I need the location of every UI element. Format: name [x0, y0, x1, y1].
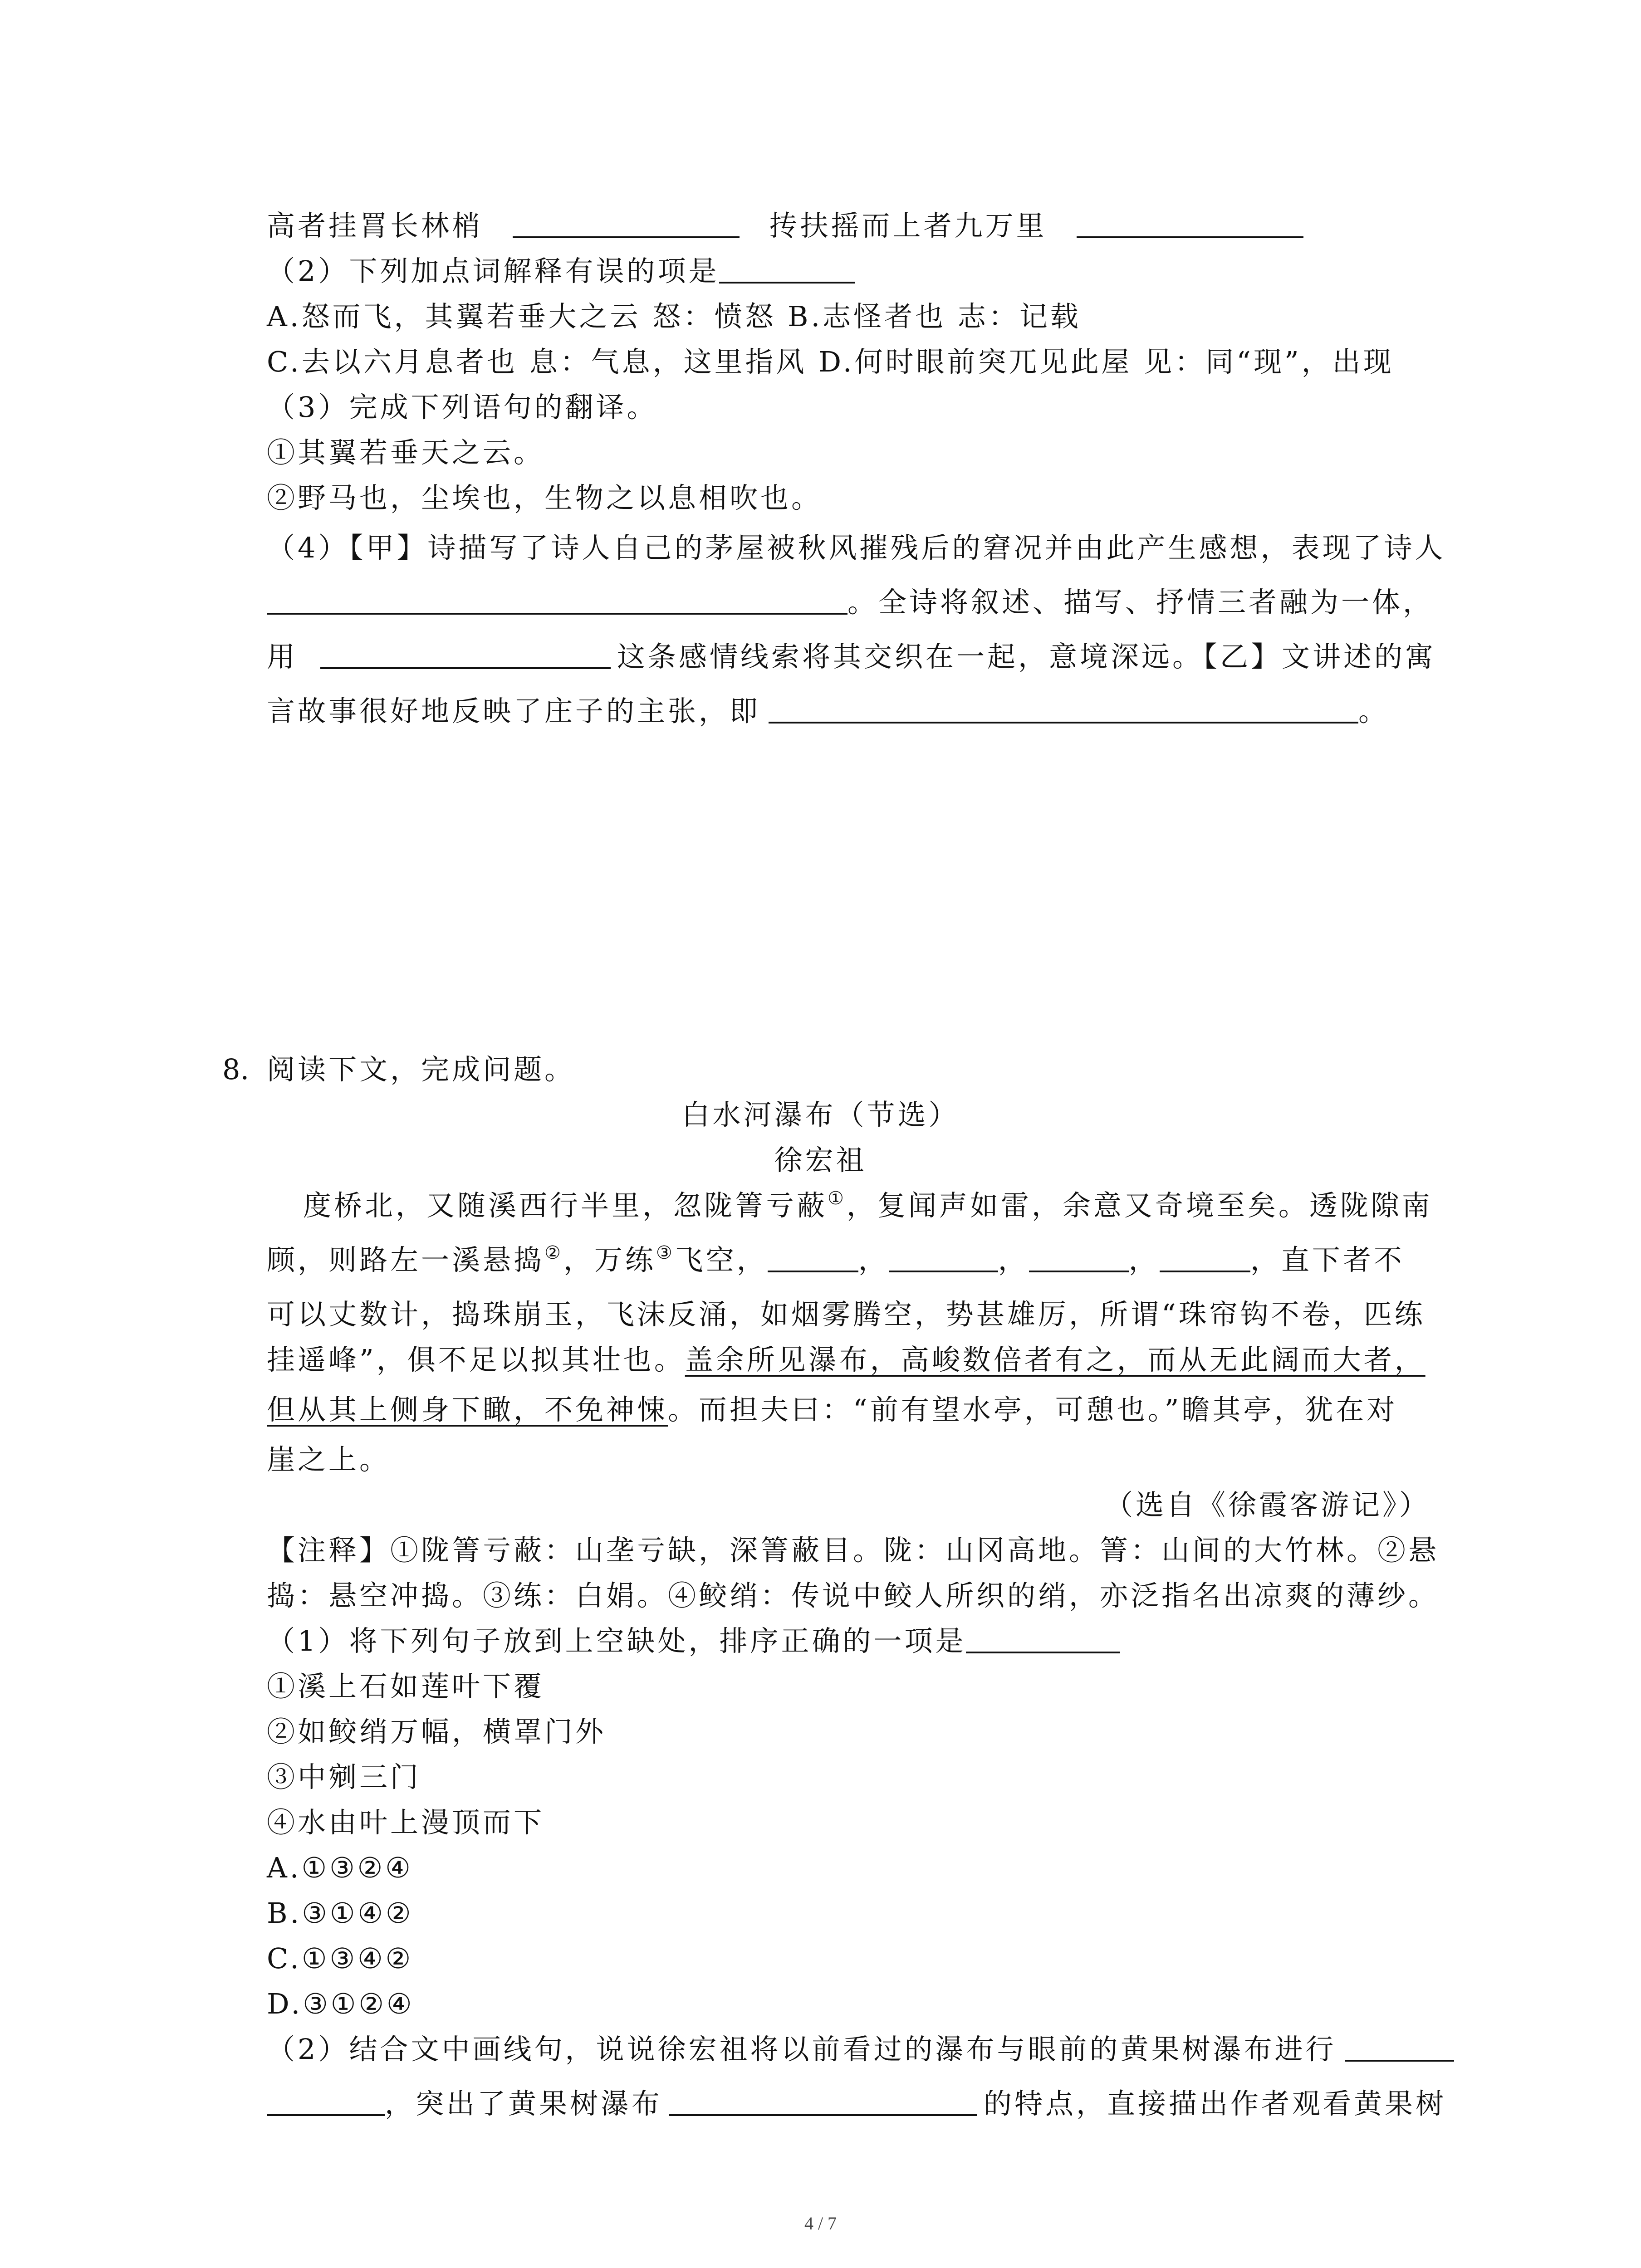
- sentence-3: ③中剜三门: [267, 1760, 421, 1794]
- q7-options-cd: C.去以六月息者也 息：气息，这里指风 D.何时眼前突兀见此屋 见：同“现”，出现: [267, 345, 1394, 378]
- q7-part4-line-3: [267, 638, 1436, 676]
- q7-quote-b: 抟扶摇而上者九万里: [769, 209, 1047, 242]
- passage-text: ，复闻声如雷，余意又奇境至矣。透陇隙南: [846, 1189, 1433, 1222]
- answer-blank[interactable]: [320, 639, 611, 669]
- prompt-text: ，突出了黄果树瀑布: [385, 2087, 663, 2120]
- sentence-2: ②如鲛绡万幅，横罩门外: [267, 1715, 607, 1748]
- passage-text: ，万练: [563, 1243, 656, 1276]
- passage-text: 度桥北，又随溪西行半里，忽陇箐亏蔽: [303, 1189, 828, 1222]
- option-d: D.③①②④: [267, 1987, 415, 2020]
- footnote-marker: ②: [544, 1242, 563, 1263]
- passage-author: 徐宏祖: [774, 1144, 867, 1177]
- q7-part4-line-1: （4）【甲】诗描写了诗人自己的茅屋被秋风摧残后的窘况并由此产生感想，表现了诗人: [267, 531, 1446, 564]
- passage-text: 挂遥峰”，俱不足以拟其壮也。: [267, 1343, 685, 1376]
- sentence-1: ①溪上石如莲叶下覆: [267, 1670, 545, 1703]
- passage-line-5: [267, 1391, 1397, 1429]
- sentence-4: ④水由叶上漫顶而下: [267, 1806, 545, 1839]
- prompt-text: （1）将下列句子放到上空缺处，排序正确的一项是: [267, 1624, 966, 1657]
- answer-blank[interactable]: [513, 208, 740, 238]
- passage-title: 白水河瀑布（节选）: [681, 1098, 960, 1131]
- passage-source: （选自《徐霞客游记》）: [1104, 1488, 1430, 1521]
- prompt-text: 。全诗将叙述、描写、抒情三者融为一体，: [847, 586, 1434, 619]
- q8-part2-line-1: [267, 2030, 1454, 2068]
- prompt-text: 用: [267, 640, 298, 673]
- notes-line-2: 捣：悬空冲捣。③练：白娟。④鲛绡：传说中鲛人所织的绡，亦泛指名出凉爽的薄纱。: [267, 1579, 1440, 1612]
- q7-translate-2: ②野马也，尘埃也，生物之以息相吹也。: [267, 481, 823, 514]
- q7-options-ab: A.怒而飞，其翼若垂大之云 怒：愤怒 B.志怪者也 志：记载: [267, 300, 1081, 333]
- answer-blank[interactable]: [768, 1242, 858, 1272]
- q8-part2-line-2: [267, 2085, 1446, 2123]
- prompt-text: 的特点，直接描出作者观看黄果树: [984, 2087, 1447, 2120]
- q8-intro: 阅读下文，完成问题。: [267, 1053, 576, 1086]
- option-c: C.①③④②: [267, 1942, 414, 1975]
- underlined-sentence: 但从其上侧身下瞰，不免神悚: [267, 1393, 668, 1426]
- answer-blank[interactable]: [267, 585, 847, 615]
- page-number: 4 / 7: [804, 2213, 837, 2234]
- passage-text: 。而担夫曰：“前有望水亭，可憩也。”瞻其亭，犹在对: [668, 1393, 1398, 1426]
- answer-blank[interactable]: [267, 2086, 385, 2116]
- passage-text: 顾，则路左一溪悬捣: [267, 1243, 545, 1276]
- q7-part3-prompt: （3）完成下列语句的翻译。: [267, 391, 658, 424]
- answer-blank[interactable]: [769, 694, 1358, 723]
- answer-blank[interactable]: [669, 2086, 977, 2116]
- prompt-text: （2）结合文中画线句，说说徐宏祖将以前看过的瀑布与眼前的黄果树瀑布进行: [267, 2033, 1337, 2066]
- question-number: 8.: [222, 1053, 250, 1086]
- footnote-marker: ③: [656, 1242, 675, 1263]
- prompt-text: 这条感情线索将其交织在一起，意境深远。【乙】文讲述的寓: [617, 640, 1436, 673]
- answer-blank[interactable]: [719, 254, 855, 284]
- prompt-text: （2）下列加点词解释有误的项是: [267, 254, 720, 288]
- passage-line-6: 崖之上。: [267, 1443, 391, 1476]
- passage-text: 飞空，: [675, 1243, 768, 1276]
- passage-text: ，: [1128, 1243, 1160, 1276]
- answer-blank[interactable]: [966, 1623, 1120, 1653]
- passage-text: ，: [998, 1243, 1029, 1276]
- q7-translate-1: ①其翼若垂天之云。: [267, 436, 545, 469]
- footnote-marker: ①: [828, 1188, 847, 1209]
- passage-line-2: [267, 1241, 1405, 1279]
- q7-part4-line-2: [267, 583, 1434, 621]
- notes-line-1: 【注释】①陇箐亏蔽：山垄亏缺，深箐蔽目。陇：山冈高地。箐：山间的大竹林。②悬: [267, 1534, 1440, 1567]
- prompt-text: 言故事很好地反映了庄子的主张，即: [267, 694, 761, 728]
- q7-part2-prompt: [267, 252, 855, 290]
- prompt-text: 。: [1358, 694, 1390, 728]
- q7-line-1: [267, 207, 1303, 245]
- q7-part4-line-4: [267, 692, 1389, 730]
- passage-line-3: 可以丈数计，捣珠崩玉，飞沫反涌，如烟雾腾空，势甚雄厉，所谓“珠帘钩不卷，匹练: [267, 1298, 1425, 1331]
- answer-blank[interactable]: [889, 1242, 998, 1272]
- answer-blank[interactable]: [1160, 1242, 1250, 1272]
- passage-text: ，: [858, 1243, 889, 1276]
- answer-blank[interactable]: [1345, 2032, 1454, 2062]
- option-a: A.①③②④: [267, 1851, 413, 1884]
- passage-line-1: [303, 1187, 1433, 1225]
- q8-part1-prompt: [267, 1622, 1120, 1660]
- option-b: B.③①④②: [267, 1897, 414, 1930]
- underlined-sentence: 盖余所见瀑布，高峻数倍者有之，而从无此阔而大者，: [685, 1343, 1425, 1376]
- answer-blank[interactable]: [1077, 208, 1303, 238]
- passage-line-4: [267, 1341, 1425, 1379]
- passage-text: ，直下者不: [1250, 1243, 1405, 1276]
- q7-quote-a: 高者挂罥长林梢: [267, 209, 483, 242]
- answer-blank[interactable]: [1029, 1242, 1129, 1272]
